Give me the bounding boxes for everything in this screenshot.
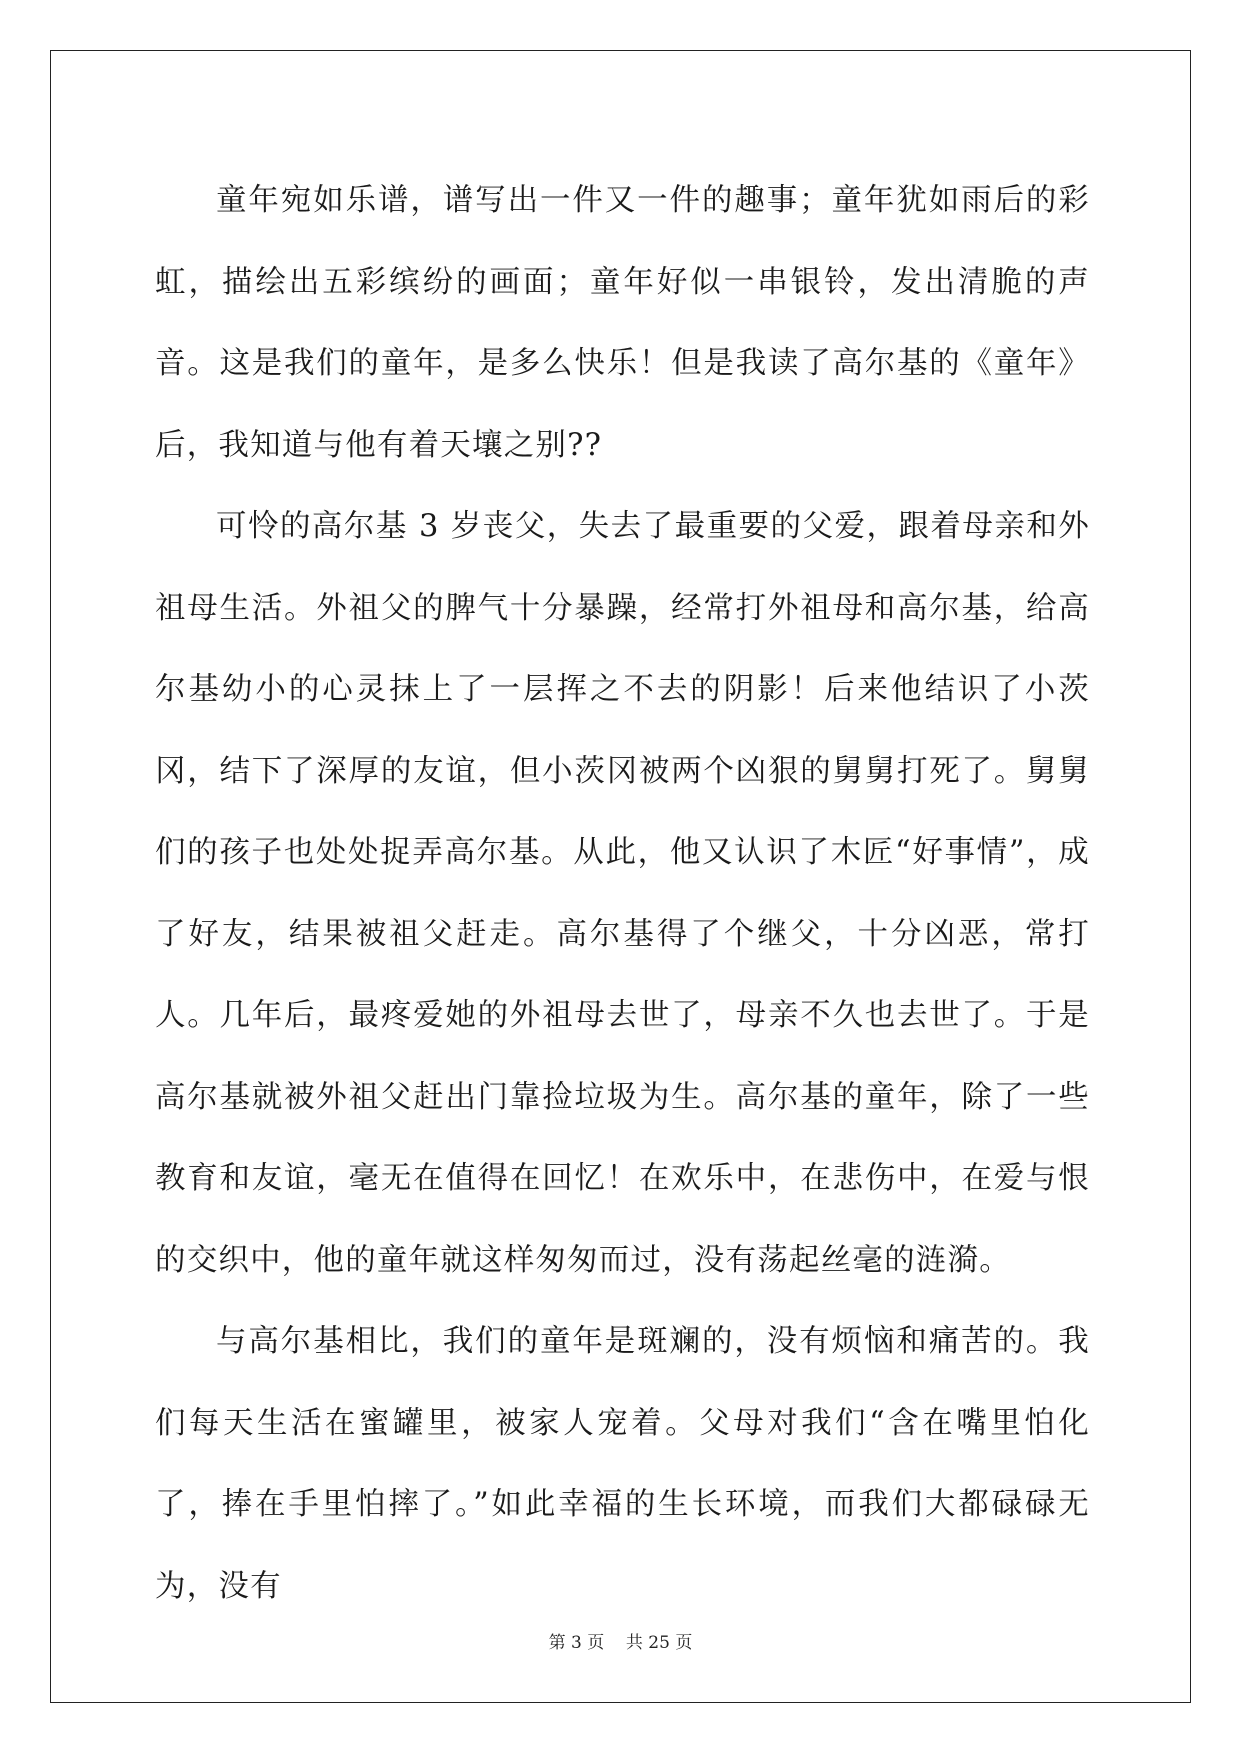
page-number: 第 3 页 共 25 页 bbox=[548, 1633, 693, 1653]
document-body bbox=[155, 160, 1090, 1627]
page-footer bbox=[0, 1628, 1241, 1653]
paragraph: 童年宛如乐谱，谱写出一件又一件的趣事；童年犹如雨后的彩虹，描绘出五彩缤纷的画面；童年好似一串银铃，发出清脆的声音。这是我们的童年，是多么快乐！但是我读了高尔基的《童年》后，我知道与他有着天壤之别?? bbox=[155, 183, 1090, 463]
paragraph: 可怜的高尔基 3 岁丧父，失去了最重要的父爱，跟着母亲和外祖母生活。外祖父的脾气十分暴躁，经常打外祖母和高尔基，给高尔基幼小的心灵抹上了一层挥之不去的阴影！后来他结识了小茨冈，结下了深厚的友谊，但小茨冈被两个凶狠的舅舅打死了。舅舅们的孩子也处处捉弄高尔基。从此，他又认识了木匠“好事情”，成了好友，结果被祖父赶走。高尔基得了个继父，十分凶恶，常打人。几年后，最疼爱她的外祖母去世了，母亲不久也去世了。于是高尔基就被外祖父赶出门靠捡垃圾为生。高尔基的童年，除了一些教育和友谊，毫无在值得在回忆！在欢乐中，在悲伤中，在爱与恨的交织中，他的童年就这样匆匆而过，没有荡起丝毫的涟漪。 bbox=[155, 509, 1090, 1278]
paragraph: 与高尔基相比，我们的童年是斑斓的，没有烦恼和痛苦的。我们每天生活在蜜罐里，被家人宠着。父母对我们“含在嘴里怕化了，捧在手里怕摔了。”如此幸福的生长环境，而我们大都碌碌无为，没有 bbox=[155, 1324, 1090, 1604]
